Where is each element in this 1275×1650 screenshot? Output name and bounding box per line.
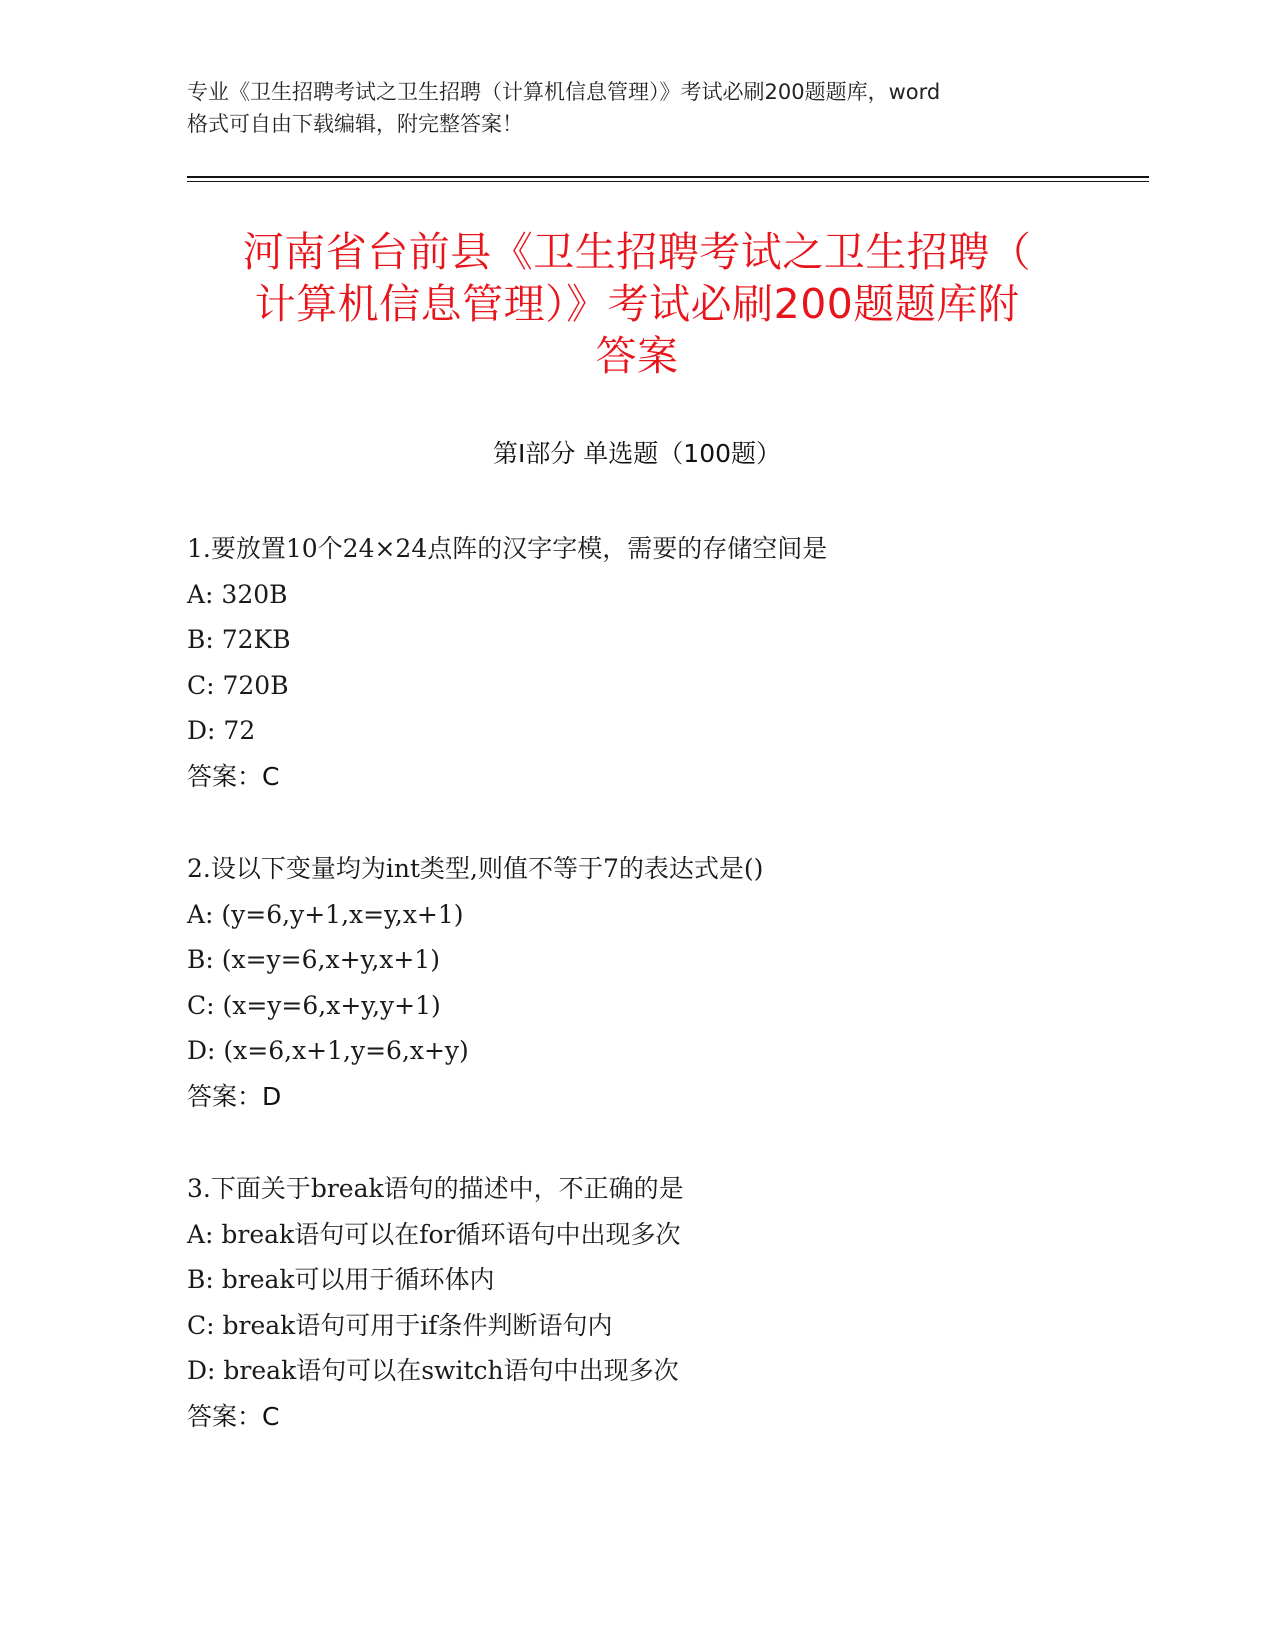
header-note-line-1: 专业《卫生招聘考试之卫生招聘（计算机信息管理）》考试必刷200题题库，word	[187, 80, 941, 104]
section-heading: 第Ⅰ部分 单选题（100题）	[492, 439, 782, 468]
document-title-line-2: 计算机信息管理）》考试必刷200题题库附	[254, 280, 1020, 328]
option-b: B: 72KB	[187, 625, 291, 654]
question-2	[187, 846, 1137, 1119]
question-1	[187, 526, 1137, 799]
option-a: A: 320B	[187, 579, 288, 609]
question-3	[187, 1166, 1137, 1439]
document-title-line-1: 河南省台前县《卫生招聘考试之卫生招聘（	[242, 228, 1032, 276]
answer-key: 答案：C	[187, 1401, 280, 1431]
option-d: D: 72	[187, 716, 256, 745]
option-c: C: (x=y=6,x+y,y+1)	[187, 990, 441, 1020]
option-b: B: (x=y=6,x+y,x+1)	[187, 945, 440, 974]
option-d: D: (x=6,x+1,y=6,x+y)	[187, 1036, 469, 1065]
option-a: A: (y=6,y+1,x=y,x+1)	[187, 899, 464, 929]
option-d: D: break语句可以在switch语句中出现多次	[187, 1356, 679, 1385]
document-title-line-3: 答案	[595, 332, 679, 380]
option-a: A: break语句可以在for循环语句中出现多次	[187, 1219, 681, 1249]
header-note	[187, 76, 1087, 140]
question-stem: 2.设以下变量均为int类型,则值不等于7的表达式是()	[187, 854, 764, 883]
question-stem: 1.要放置10个24×24点阵的汉字字模，需要的存储空间是	[187, 534, 828, 563]
option-c: C: 720B	[187, 670, 289, 700]
option-b: B: break可以用于循环体内	[187, 1265, 495, 1294]
option-c: C: break语句可用于if条件判断语句内	[187, 1310, 613, 1340]
document-title	[187, 226, 1087, 382]
answer-key: 答案：D	[187, 1081, 282, 1111]
question-list	[187, 526, 1137, 1486]
question-stem: 3.下面关于break语句的描述中，不正确的是	[187, 1174, 684, 1203]
header-note-line-2: 格式可自由下载编辑，附完整答案！	[187, 112, 523, 136]
answer-key: 答案：C	[187, 761, 280, 791]
header-divider-thin	[187, 181, 1149, 182]
header-divider-thick	[187, 176, 1149, 178]
